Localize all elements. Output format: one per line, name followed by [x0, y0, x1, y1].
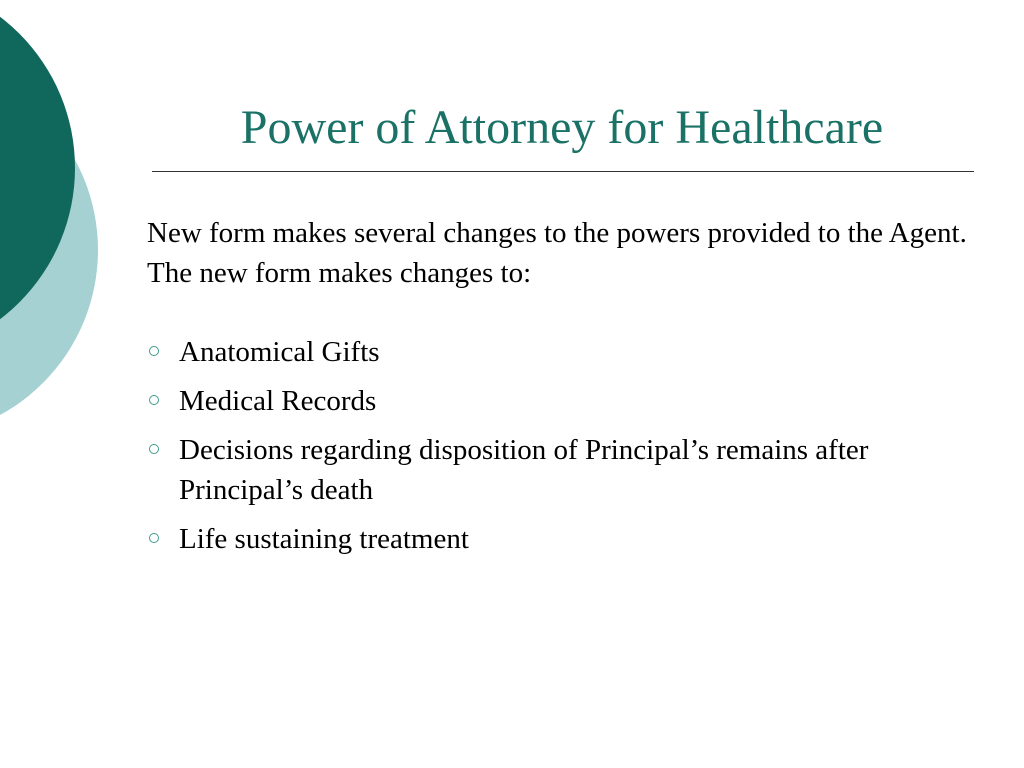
intro-paragraph: New form makes several changes to the powers provided to the Agent. The new form makes changes to: [147, 217, 967, 289]
hollow-circle-icon [149, 444, 159, 454]
bullet-text: Medical Records [179, 385, 377, 417]
bullet-item [147, 430, 987, 510]
bullet-text: Decisions regarding disposition of Principal’s remains after Principal’s death [179, 434, 869, 506]
hollow-circle-icon [149, 346, 159, 356]
hollow-circle-icon [149, 395, 159, 405]
hollow-circle-icon [149, 533, 159, 543]
decorative-circles [0, 0, 110, 420]
slide-body [147, 213, 987, 568]
bullet-item [147, 519, 987, 559]
bullet-item [147, 381, 987, 421]
bullet-item [147, 332, 987, 372]
bullet-list [147, 332, 987, 559]
slide-title: Power of Attorney for Healthcare [240, 101, 884, 154]
title-divider [152, 171, 974, 172]
bullet-text: Anatomical Gifts [179, 336, 380, 368]
bullet-text: Life sustaining treatment [179, 523, 469, 555]
